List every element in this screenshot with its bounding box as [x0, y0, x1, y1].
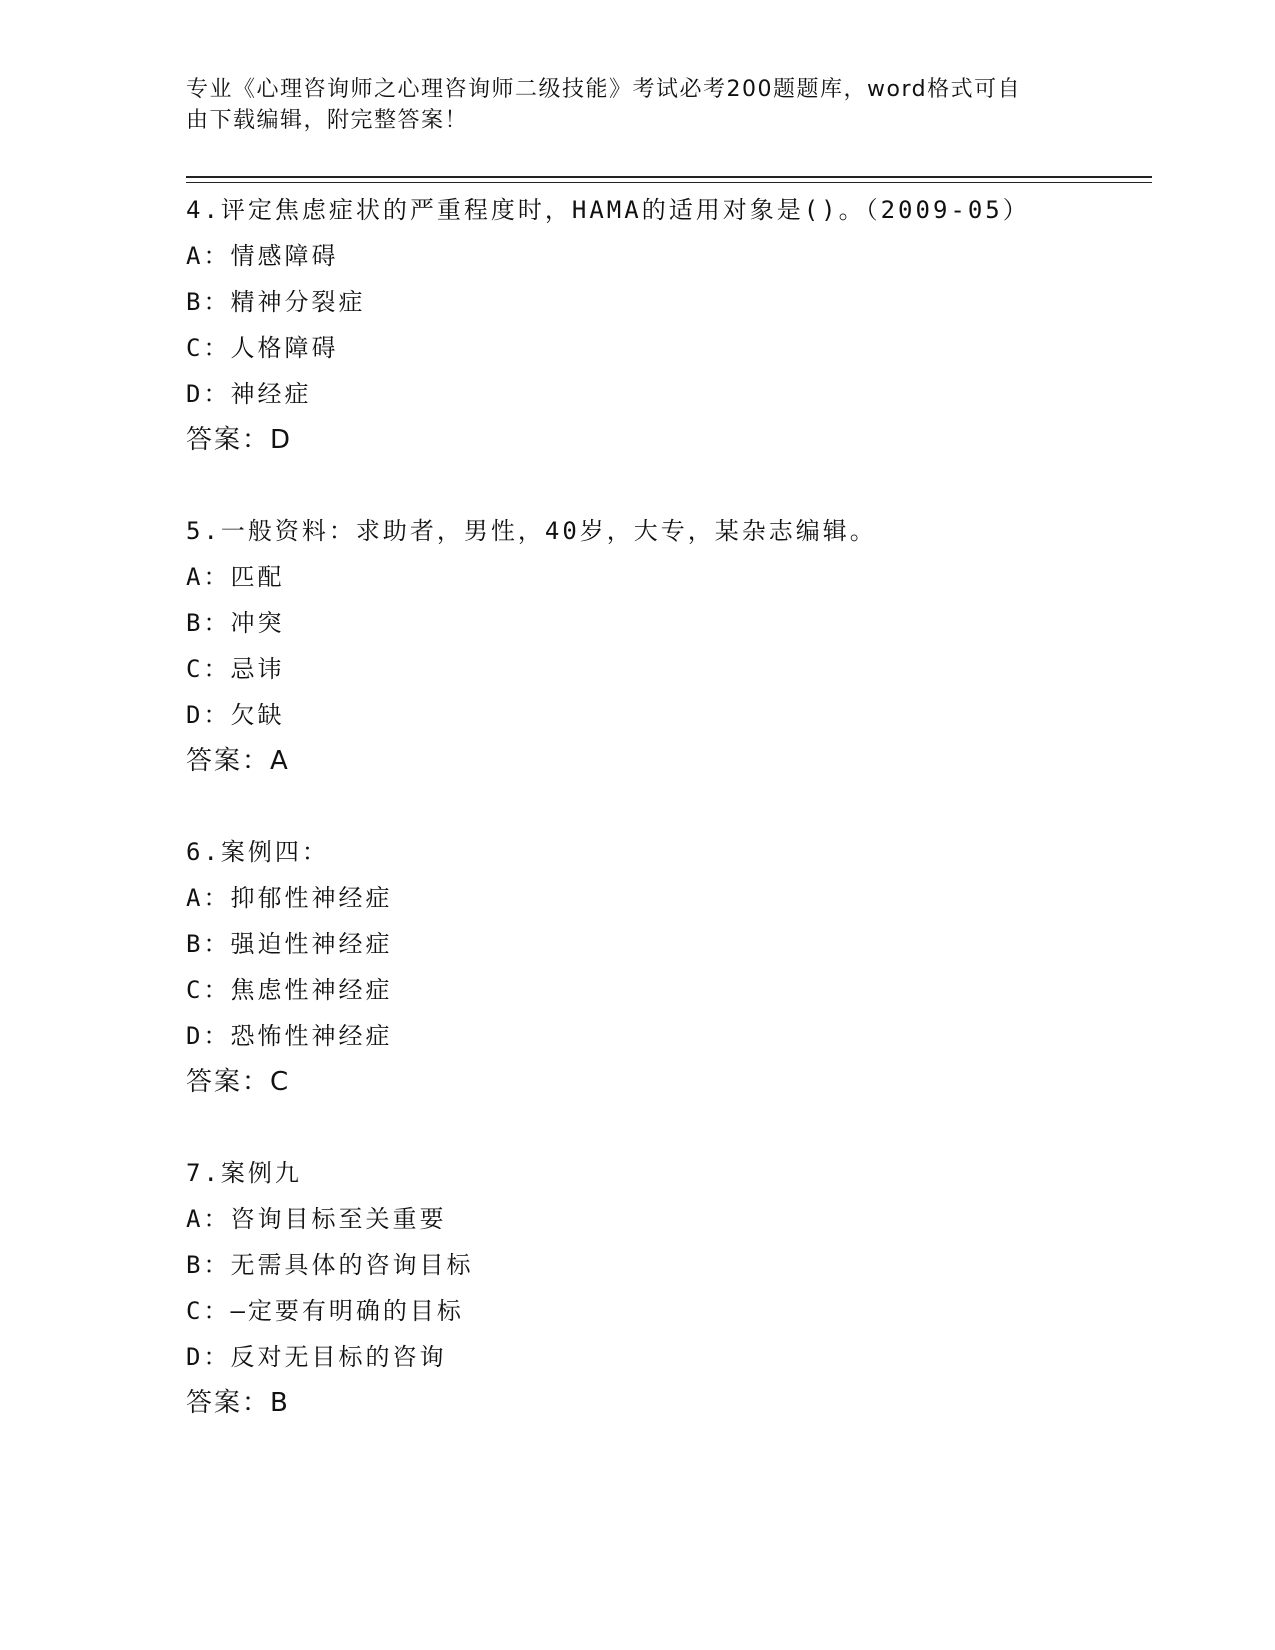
option-a: A：抑郁性神经症	[186, 884, 393, 912]
option-b: B：无需具体的咨询目标	[186, 1251, 474, 1279]
option-b: B：强迫性神经症	[186, 930, 393, 958]
option-b: B：精神分裂症	[186, 288, 366, 316]
option-d: D：恐怖性神经症	[186, 1022, 393, 1050]
option-d: D：反对无目标的咨询	[186, 1343, 447, 1371]
option-a: A：匹配	[186, 563, 285, 591]
question-block	[186, 1150, 1146, 1426]
option-d: D：神经症	[186, 380, 312, 408]
option-b: B：冲突	[186, 609, 285, 637]
header-divider-thick	[186, 176, 1152, 178]
question-stem: 5.一般资料：求助者，男性，40岁，大专，某杂志编辑。	[186, 517, 877, 545]
question-stem: 6.案例四：	[186, 838, 329, 866]
answer-line: 答案：A	[186, 746, 290, 776]
question-block	[186, 829, 1146, 1105]
option-c: C：忌讳	[186, 655, 285, 683]
header-divider-thin	[186, 182, 1152, 183]
option-a: A：咨询目标至关重要	[186, 1205, 447, 1233]
option-c: C：人格障碍	[186, 334, 339, 362]
question-block	[186, 508, 1146, 784]
question-block	[186, 187, 1146, 463]
answer-line: 答案：D	[186, 425, 293, 455]
header-line-1: 专业《心理咨询师之心理咨询师二级技能》考试必考200题题库，word格式可自	[186, 77, 1022, 102]
option-d: D：欠缺	[186, 701, 285, 729]
document-header	[186, 74, 1086, 136]
question-stem: 7.案例九	[186, 1159, 302, 1187]
option-c: C：焦虑性神经症	[186, 976, 393, 1004]
option-a: A：情感障碍	[186, 242, 339, 270]
option-c: C：—定要有明确的目标	[186, 1297, 464, 1325]
answer-line: 答案：C	[186, 1067, 291, 1097]
question-stem: 4.评定焦虑症状的严重程度时，HAMA的适用对象是()。（2009-05）	[186, 196, 1030, 224]
answer-line: 答案：B	[186, 1388, 290, 1418]
header-line-2: 由下载编辑，附完整答案！	[186, 108, 469, 133]
